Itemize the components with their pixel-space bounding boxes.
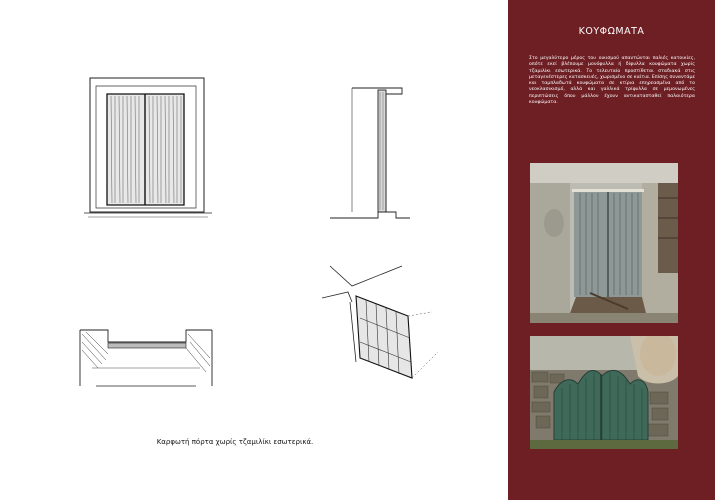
isometric-door-drawing <box>322 262 442 392</box>
sidebar-panel <box>508 0 715 500</box>
photo-double-door <box>530 163 678 323</box>
section-title: ΚΟΥΦΩΜΑΤΑ <box>578 26 645 37</box>
drawing-caption: Καρφωτή πόρτα χωρίς τζαμιλίκι εσωτερικά. <box>156 438 314 446</box>
door-elevation-drawing <box>80 72 218 222</box>
door-section-drawing <box>330 78 420 226</box>
photo-green-gate <box>530 336 678 449</box>
threshold-plan-drawing <box>72 320 222 390</box>
section-description: Στο μεγαλύτερο μέρος του οικισμού απαντώνται παλιές κατοικίες, οπότε εκεί βλέπουμε μονόφυλλα ή δίφυλλα κουφώματα χωρίς τζαμιλίκι εσωτερικά. Το τελευταίο προστίθεται σταδιακά στις μεταγενέστερες κατασκευές, χωρισμένο σε καίτια. Επίσης συναντάμε και ταμπλαδωτά κουφώματα σε κτίρια επηρεασμένα από το νεοκλασικισμό, αλλά και γαλλικά τρίφυλλα σε μεμονωμένες περιπτώσεις όπου μάλλον έχουν αντικατασταθεί παλαιότερα κουφώματα. <box>529 56 695 106</box>
